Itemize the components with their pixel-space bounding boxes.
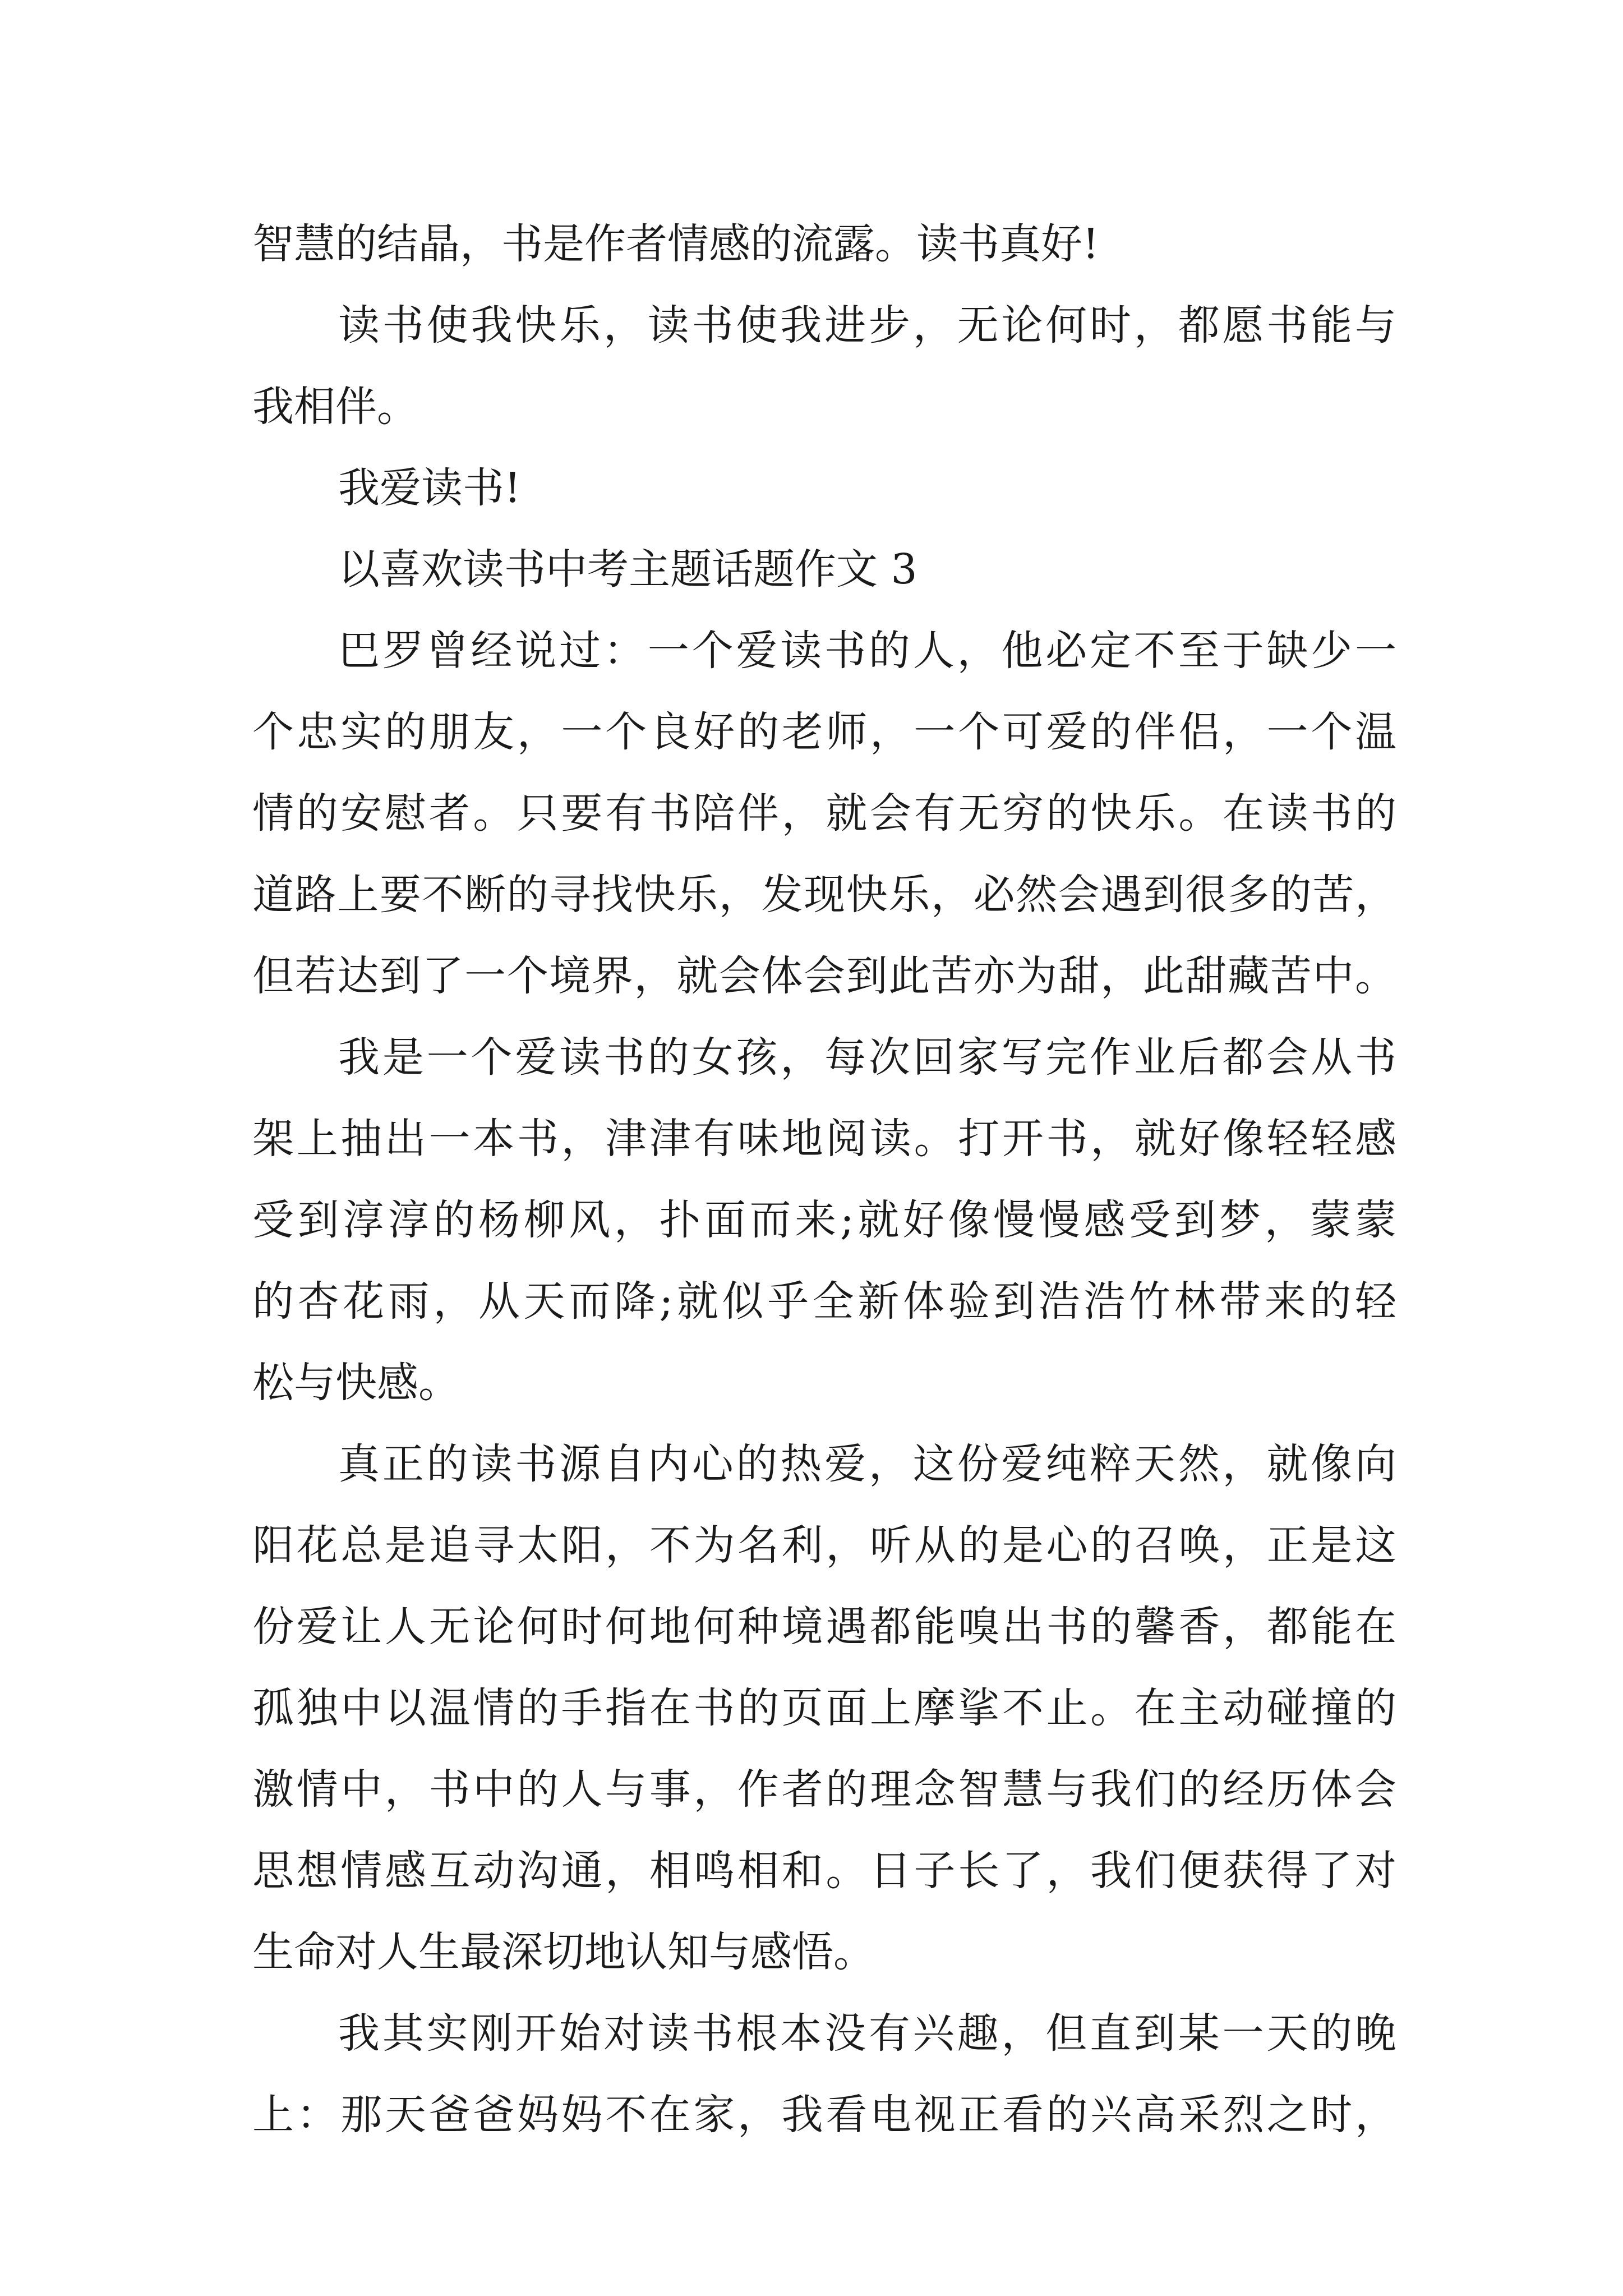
- text-line: 份爱让人无论何时何地何种境遇都能嗅出书的馨香，都能在: [252, 1603, 1396, 1651]
- text-line: 松与快感。: [252, 1359, 460, 1407]
- section-heading: 以喜欢读书中考主题话题作文 3: [338, 545, 917, 593]
- text-line: 我其实刚开始对读书根本没有兴趣，但直到某一天的晚: [338, 2009, 1396, 2058]
- text-line: 架上抽出一本书，津津有味地阅读。打开书，就好像轻轻感: [252, 1115, 1396, 1163]
- text-line: 真正的读书源自内心的热爱，这份爱纯粹天然，就像向: [338, 1440, 1396, 1488]
- text-line: 我是一个爱读书的女孩，每次回家写完作业后都会从书: [338, 1033, 1396, 1082]
- text-line: 受到淳淳的杨柳风，扑面而来;就好像慢慢感受到梦，蒙蒙: [252, 1196, 1396, 1244]
- text-line: 孤独中以温情的手指在书的页面上摩挲不止。在主动碰撞的: [252, 1684, 1396, 1732]
- text-line: 智慧的结晶，书是作者情感的流露。读书真好!: [252, 220, 1099, 268]
- text-line: 道路上要不断的寻找快乐，发现快乐，必然会遇到很多的苦，: [252, 871, 1396, 919]
- text-line: 生命对人生最深切地认知与感悟。: [252, 1928, 875, 1976]
- text-line: 个忠实的朋友，一个良好的老师，一个可爱的伴侣，一个温: [252, 708, 1396, 756]
- text-line: 我相伴。: [252, 383, 418, 431]
- text-line: 阳花总是追寻太阳，不为名利，听从的是心的召唤，正是这: [252, 1521, 1396, 1570]
- text-line: 思想情感互动沟通，相鸣相和。日子长了，我们便获得了对: [252, 1847, 1396, 1895]
- text-line: 激情中，书中的人与事，作者的理念智慧与我们的经历体会: [252, 1765, 1396, 1814]
- text-line: 情的安慰者。只要有书陪伴，就会有无穷的快乐。在读书的: [252, 789, 1396, 838]
- text-line: 我爱读书!: [338, 464, 521, 512]
- text-line: 巴罗曾经说过：一个爱读书的人，他必定不至于缺少一: [338, 627, 1396, 675]
- text-line: 读书使我快乐，读书使我进步，无论何时，都愿书能与: [338, 301, 1396, 349]
- text-line: 但若达到了一个境界，就会体会到此苦亦为甜，此甜藏苦中。: [252, 952, 1396, 1000]
- text-line: 的杏花雨，从天而降;就似乎全新体验到浩浩竹林带来的轻: [252, 1277, 1396, 1326]
- text-line: 上：那天爸爸妈妈不在家，我看电视正看的兴高采烈之时，: [252, 2091, 1396, 2139]
